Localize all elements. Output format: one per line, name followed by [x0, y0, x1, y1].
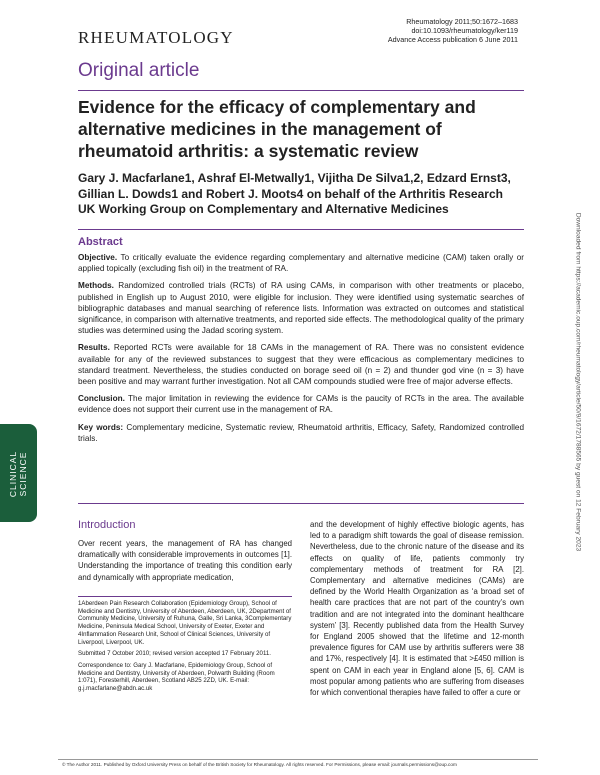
copyright-footer: © The Author 2011. Published by Oxford University Press on behalf of the British Society for Rheumatology. All rights reserved. For Permissions, please email: journals.permissions@oup.com [62, 762, 457, 767]
footnotes [78, 600, 292, 697]
advance-access: Advance Access publication 6 June 2011 [387, 35, 518, 44]
methods-label: Methods. [78, 281, 114, 291]
journal-name: RHEUMATOLOGY [78, 28, 234, 47]
section-tab [0, 424, 37, 522]
abstract-conclusion [78, 393, 524, 415]
methods-text: Randomized controlled trials (RCTs) of RA using CAMs, in comparison with other treatments or placebo, published in English up to August 2010, were eligible for inclusion. They were identified using systematic searches of bibliographic databases and manual searching of reference lists. Information was extracted on outcomes and statistical significance, in comparison with alternative treatments, and reported side effects. The methodological quality of the primary studies was determined using the Jadad scoring system. [78, 281, 524, 336]
introduction-paragraph: Over recent years, the management of RA has changed dramatically with considerable improvements in outcomes [1]. Understanding the importance of treating this condition early and dynamically with appropriate medication, [78, 539, 292, 582]
abstract-methods [78, 280, 524, 336]
section-tab-label [8, 451, 28, 497]
introduction-heading: Introduction [78, 519, 136, 531]
author-list: Gary J. Macfarlane1, Ashraf El-Metwally1, Vijitha De Silva1,2, Edzard Ernst3, Gillian L. Dowds1 and Robert J. Moots4 on behalf of the Arthritis Research UK Working Group on Complementary and Alternative Medicines [78, 171, 511, 216]
section-tab-line2: SCIENCE [18, 451, 28, 497]
abstract-results [78, 342, 524, 387]
doi[interactable]: doi:10.1093/rheumatology/ker119 [411, 26, 518, 35]
submission-dates: Submitted 7 October 2010; revised version accepted 17 February 2011. [78, 650, 271, 658]
footnote-divider [78, 596, 292, 597]
introduction-left-column [78, 538, 292, 583]
citation-block [318, 17, 518, 44]
title-divider [78, 90, 524, 91]
keywords-label: Key words: [78, 422, 124, 432]
citation: Rheumatology 2011;50:1672–1683 [406, 17, 518, 26]
correspondence: Correspondence to: Gary J. Macfarlane, Epidemiology Group, School of Medicine and Dentistry, University of Aberdeen, Polwarth Building (Room 1:071), Foresterhill, Aberdeen, Scotland AB25 2ZD, UK. E-mail: g.j.macfarlane@abdn.ac.uk [78, 661, 275, 693]
abstract-divider [78, 229, 524, 230]
objective-text: To critically evaluate the evidence regarding complementary and alternative medicine (CAM) taken orally or applied topically (excluding fish oil) in the treatment of RA. [78, 253, 524, 274]
abstract-heading: Abstract [78, 236, 123, 248]
keywords-text: Complementary medicine, Systematic review, Rheumatoid arthritis, Efficacy, Safety, Randomized controlled trials. [78, 422, 524, 443]
introduction-paragraph-continued: and the development of highly effective biologic agents, has led to a paradigm shift towards the goal of disease remission. Nevertheless, due to the chronic nature of the disease and its effects on quality of life, patients commonly try complementary methods of treatment for RA [2]. Complementary and alternative medicines (CAMs) are defined by the World Health Organization as ‘a broad set of health care practices that are not part of the country’s own tradition and are not integrated into the dominant healthcare system’ [3]. Recently published data from the Health Survey for England 2005 showed that the lifetime and 12-month prevalence figures for CAM use by arthritis sufferers were 38 and 17%, respectively [4]. It is estimated that >£450 million is spent on CAM in each year in England alone [5, 6]. CAM is most popular among patients who are suffering from diseases for which conventional therapies have failed to offer a cure or [310, 520, 524, 698]
objective-label: Objective. [78, 253, 118, 262]
abstract-keywords [78, 422, 524, 444]
abstract-body [78, 252, 524, 450]
conclusion-label: Conclusion. [78, 394, 125, 404]
abstract-objective [78, 252, 524, 274]
article-type: Original article [78, 60, 200, 81]
affiliations: 1Aberdeen Pain Research Collaboration (Epidemiology Group), School of Medicine and Dentistry, University of Aberdeen, Aberdeen, UK, 2Department of Community Medicine, University of Ruhuna, Galle, Sri Lanka, 3Complementary Medicine, Peninsula Medical School, University of Exeter, Exeter and 4Inflammation Research Unit, School of Clinical Sciences, University of Liverpool, Liverpool, UK. [78, 600, 292, 646]
abstract-end-divider [78, 503, 524, 504]
download-notice[interactable]: Downloaded from https://academic.oup.com/rheumatology/article/50/9/1672/1788565 by guest on 12 February 2023 [574, 212, 582, 552]
results-label: Results. [78, 343, 110, 353]
introduction-right-column [310, 519, 524, 698]
conclusion-text: The major limitation in reviewing the evidence for CAMs is the paucity of RCTs in the area. The available evidence does not support their current use in the management of RA. [78, 394, 524, 415]
section-tab-line1: CLINICAL [8, 450, 18, 498]
footer-divider [58, 759, 538, 760]
results-text: Reported RCTs were available for 18 CAMs in the management of RA. There was no consistent evidence available for any of the reviewed substances to suggest that they were efficacious as complementary medicines to standard treatment. Nevertheless, the studies conducted on borage seed oil (n = 2) and thunder god vine (n = 3) have been positive and may warrant further investigation. Not all CAM compounds studied were free of major adverse effects. [78, 343, 525, 387]
article-title: Evidence for the efficacy of complementary and alternative medicines in the management of rheumatoid arthritis: a systematic review [78, 97, 476, 161]
